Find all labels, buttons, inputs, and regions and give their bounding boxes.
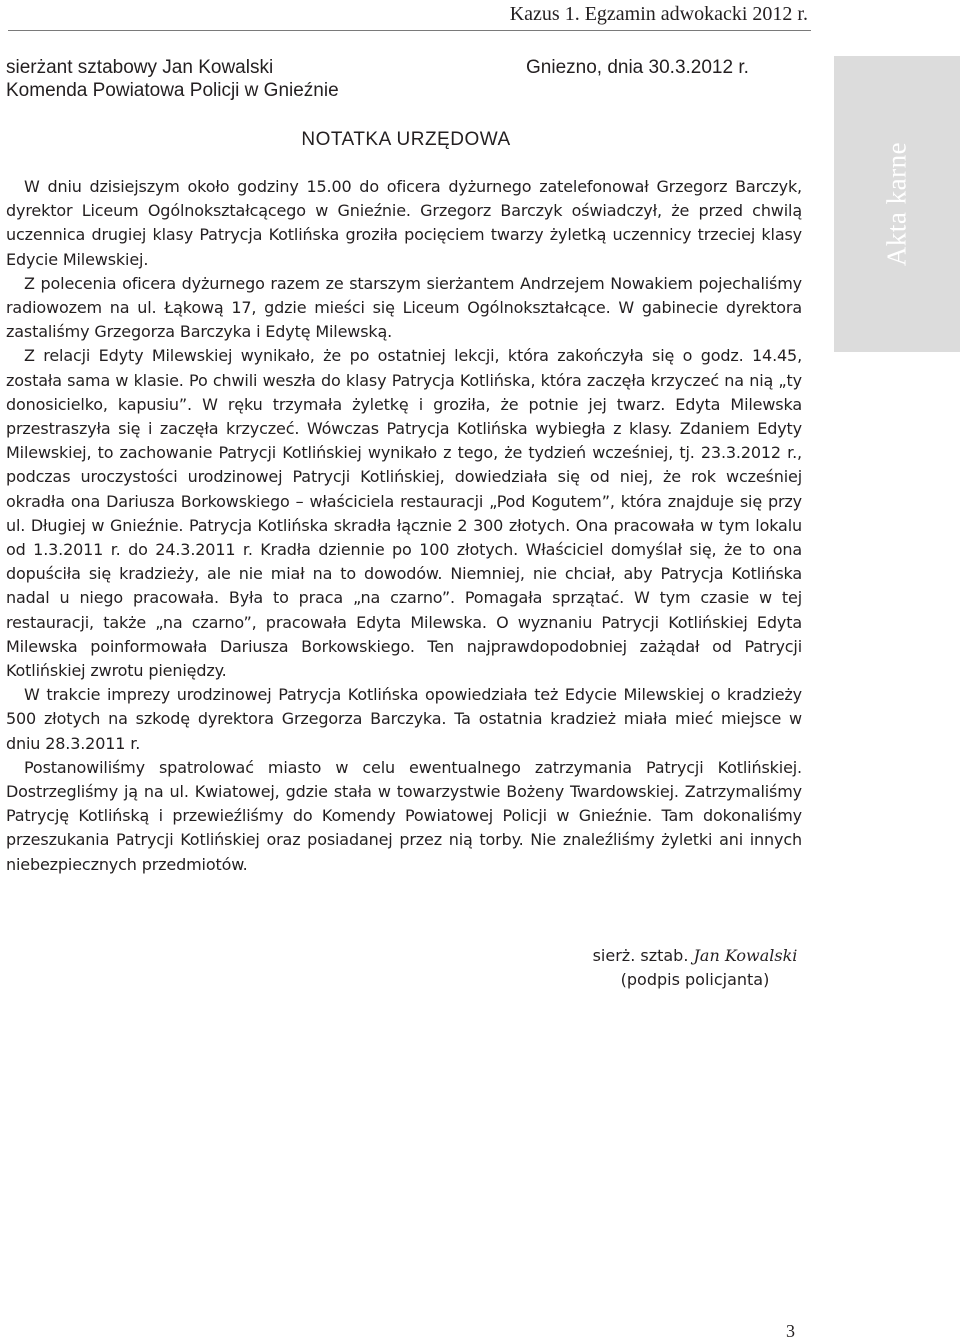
sender-unit: Komenda Powiatowa Policji w Gnieźnie (6, 80, 339, 101)
signature-line (580, 944, 810, 968)
running-header: Kazus 1. Egzamin adwokacki 2012 r. (509, 3, 808, 25)
paragraph: Postanowiliśmy spatrolować miasto w celu ewentualnego zatrzymania Patrycji Kotlińskiej. Dostrzegliśmy ją na ul. Kwiatowej, gdzie stała w towarzystwie Bożeny Twardowskiej. Zatrzymaliśmy Patrycję Kotlińską i przewieźliśmy do Komendy Powiatowej Policji w Gnieźnie. Tam dokonaliśmy przeszukania Patrycji Kotlińskiej oraz posiadanej przez nią torby. Nie znaleźliśmy żyletki ani innych niebezpiecznych przedmiotów. (6, 757, 802, 874)
sender-rank-name: sierżant sztabowy Jan Kowalski (6, 57, 274, 78)
sender-block (6, 56, 339, 102)
place-date: Gniezno, dnia 30.3.2012 r. (526, 57, 749, 78)
signature-caption: (podpis policjanta) (620, 970, 770, 989)
signature-name: Jan Kowalski (693, 946, 798, 965)
side-tab-label: Akta karne (881, 141, 912, 267)
section-side-tab (834, 56, 960, 352)
header-rule (8, 30, 811, 31)
paragraph: W trakcie imprezy urodzinowej Patrycja Kotlińska opowiedziała też Edycie Milewskiej o kradzieży 500 złotych na szkodę dyrektora Grzegorza Barczyka. Ta ostatnia kradzież miała mieć miejsce w dniu 28.3.2011 r. (6, 685, 802, 753)
page-number: 3 (786, 1321, 795, 1341)
signature-rank: sierż. sztab. (592, 946, 689, 965)
paragraph: Z polecenia oficera dyżurnego razem ze starszym sierżantem Andrzejem Nowakiem pojechaliśmy radiowozem na ul. Łąkową 17, gdzie mieści się Liceum Ogólnokształcące. W gabinecie dyrektora zastaliśmy Grzegorza Barczyka i Edytę Milewską. (6, 273, 802, 342)
paragraph: W dniu dzisiejszym około godziny 15.00 do oficera dyżurnego zatelefonował Grzegorz Barczyk, dyrektor Liceum Ogólnokształcącego w Gnieźnie. Grzegorz Barczyk oświadczył, że przed chwilą uczennica drugiej klasy Patrycja Kotlińska groziła pocięciem twarzy żyletką uczennicy trzeciej klasy Edycie Milewskiej. (6, 177, 802, 269)
signature-block (580, 944, 810, 992)
document-body (6, 175, 802, 877)
document-title: NOTATKA URZĘDOWA (301, 129, 511, 150)
paragraph: Z relacji Edyty Milewskiej wynikało, że po ostatniej lekcji, która zakończyła się o godz. 14.45, została sama w klasie. Po chwili weszła do klasy Patrycja Kotlińska, która zaczęła krzyczeć na nią „ty donosicielko, kapusiu”. W ręku trzymała żyletkę i groziła, że potnie jej twarz. Edyta Milewska przestraszyła się i zaczęła krzyczeć. Wówczas Patrycja Kotlińska wybiegła z klasy. Zdaniem Edyty Milewskiej, to zachowanie Patrycji Kotlińskiej wynikało z tego, że tydzień wcześniej, tj. 23.3.2012 r., podczas uroczystości urodzinowej Patrycji Kotlińskiej, dowiedziała się od niej, że rok wcześniej okradła ona Dariusza Borkowskiego – właściciela restauracji „Pod Kogutem”, która znajduje się przy ul. Długiej w Gnieźnie. Patrycja Kotlińska skradła łącznie 2 300 złotych. Ona pracowała w tym lokalu od 1.3.2011 r. do 24.3.2011 r. Kradła dziennie po 100 złotych. Właściciel domyślał się, że to ona dopuściła się kradzieży, ale nie miał na to dowodów. Niemniej, nie chciał, aby Patrycja Kotlińska nadal u niego pracowała. Była to praca „na czarno”. Pomagała sprzątać. W tym czasie w tej restauracji, także „na czarno”, pracowała Edyta Milewska. O wyznaniu Patrycji Kotlińskiej Edyta Milewska poinformowała Dariusza Borkowskiego. Ten najprawdopodobniej zażądał od Patrycji Kotlińskiej zwrotu pieniędzy. (6, 346, 802, 681)
